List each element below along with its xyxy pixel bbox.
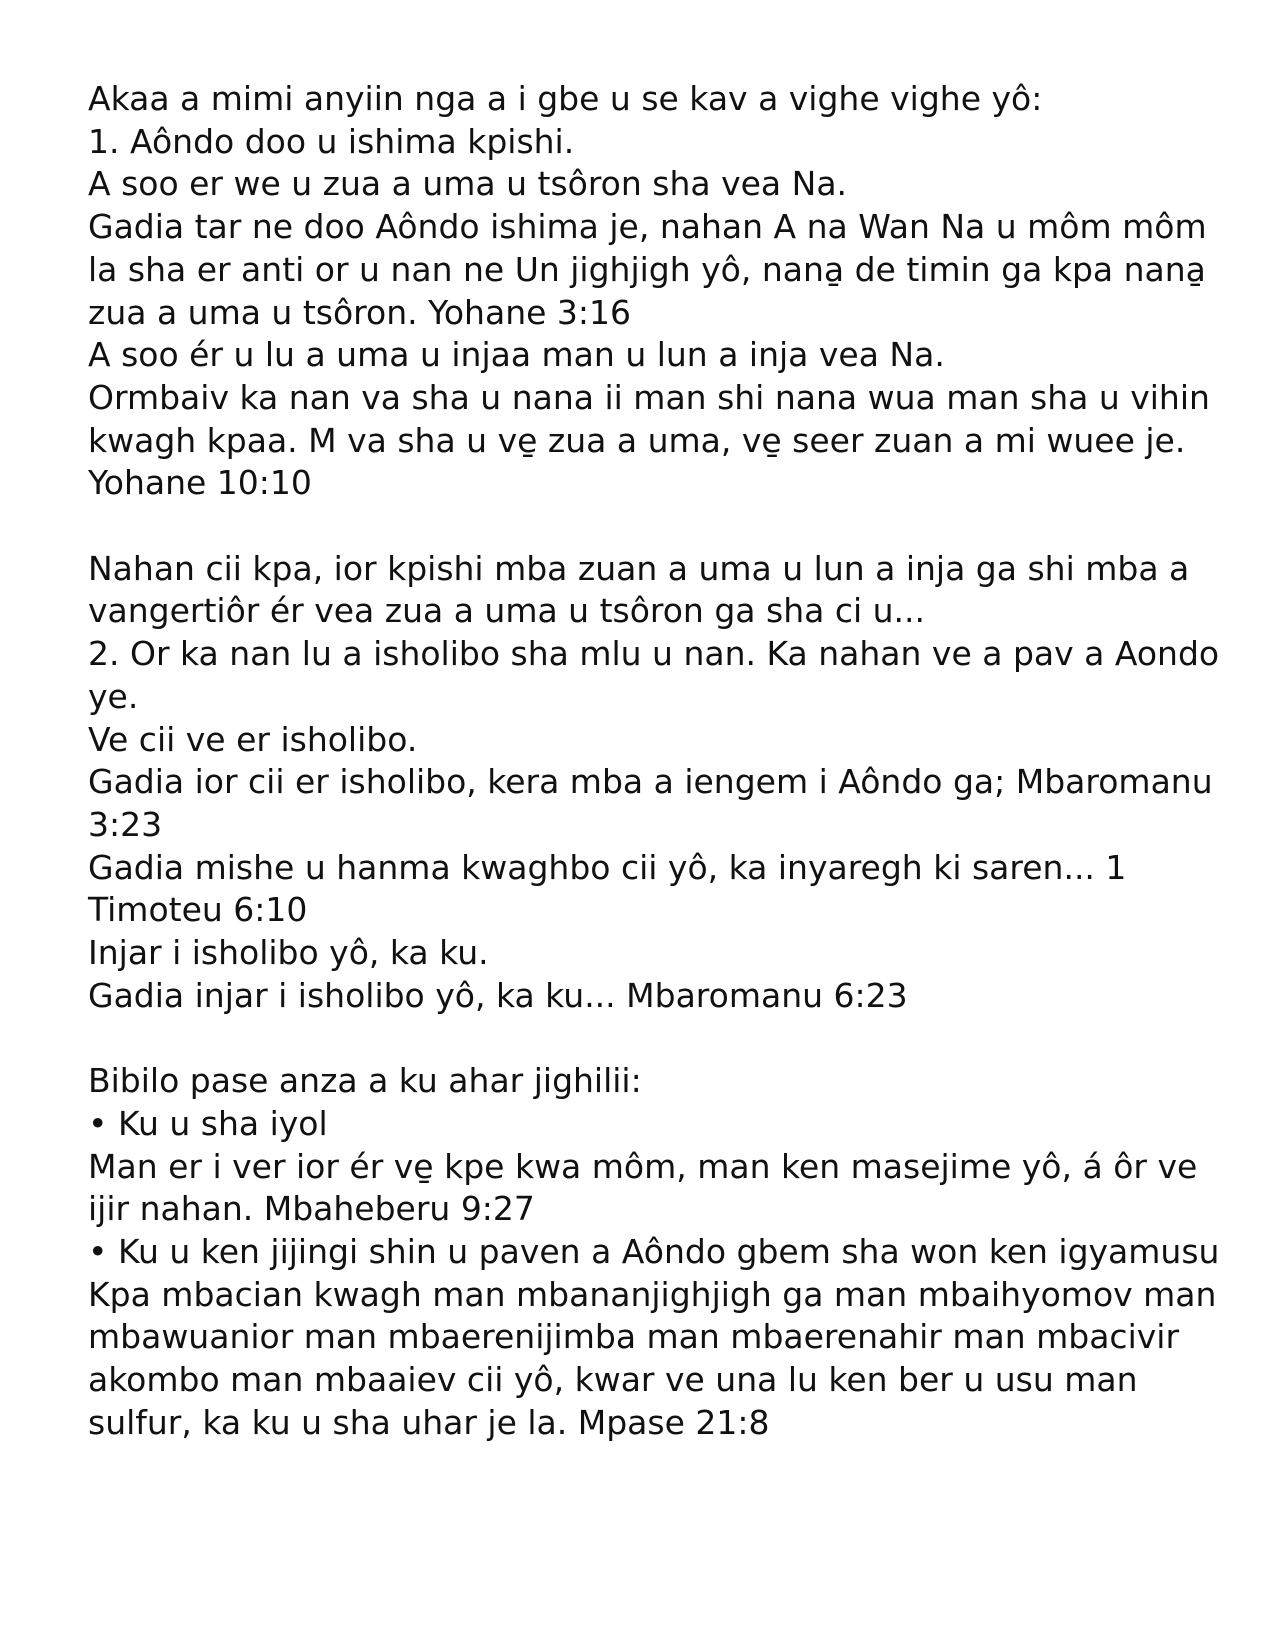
paragraph-gap [88,505,1228,548]
bullet-spiritual-death: • Ku u ken jijingi shin u paven a Aôndo gbem sha won ken igyamusu [88,1231,1220,1271]
section2-line5: Injar i isholibo yô, ka ku. [88,933,489,973]
section2-line2: Ve cii ve er isholibo. [88,719,418,759]
point-2-heading: 2. Or ka nan lu a isholibo sha mlu u nan. Ka nahan ve a pav a Aondo ye. [88,634,1220,716]
section2-line1: Nahan cii kpa, ior kpishi mba zuan a uma u lun a inja ga shi mba a vangertiôr ér vea zua a uma u tsôron ga sha ci u... [88,548,1190,631]
section3-verse-hebrews-9-27: Man er i ver ior ér ve̱ kpe kwa môm, man ken masejime yô, á ôr ve ijir nahan. Mbaheberu 9:27 [88,1146,1198,1229]
bullet-physical-death: • Ku u sha iyol [88,1103,328,1143]
document-page [88,78,1228,1444]
section3-intro: Bibilo pase anza a ku ahar jighilii: [88,1061,642,1101]
section1-verse-john-10-10: Ormbaiv ka nan va sha u nana ii man shi nana wua man sha u vihin kwagh kpaa. M va sha u ve̱ zua a uma, ve̱ seer zuan a mi wuee je. Yohane 10:10 [88,377,1210,503]
section2-verse-romans-3-23: Gadia ior cii er isholibo, kera mba a iengem i Aôndo ga; Mbaromanu 3:23 [88,762,1213,844]
section1-intro: Akaa a mimi anyiin nga a i gbe u se kav a vighe vighe yô: [88,79,1043,118]
paragraph-gap [88,1017,1228,1060]
section1-verse-john-3-16: Gadia tar ne doo Aôndo ishima je, nahan A na Wan Na u môm môm la sha er anti or u nan ne Un jighjigh yô, nana̱ de timin ga kpa nana̱ zua a uma u tsôron. Yohane 3:16 [88,207,1207,332]
section2-verse-romans-6-23: Gadia injar i isholibo yô, ka ku... Mbaromanu 6:23 [88,975,908,1015]
point-1-heading: 1. Aôndo doo u ishima kpishi. [88,121,575,161]
section1-line3: A soo ér u lu a uma u injaa man u lun a inja vea Na. [88,335,945,375]
section3-verse-revelation-21-8: Kpa mbacian kwagh man mbananjighjigh ga man mbaihyomov man mbawuanior man mbaerenijimba man mbaerenahir man mbacivir akombo man mbaaiev cii yô, kwar ve una lu ken ber u usu man sulfur, ka ku u sha uhar je la. Mpase 21:8 [88,1274,1217,1442]
section1-line1: A soo er we u zua a uma u tsôron sha vea Na. [88,164,848,204]
section2-verse-1-timothy-6-10: Gadia mishe u hanma kwaghbo cii yô, ka inyaregh ki saren... 1 Timoteu 6:10 [88,847,1127,930]
